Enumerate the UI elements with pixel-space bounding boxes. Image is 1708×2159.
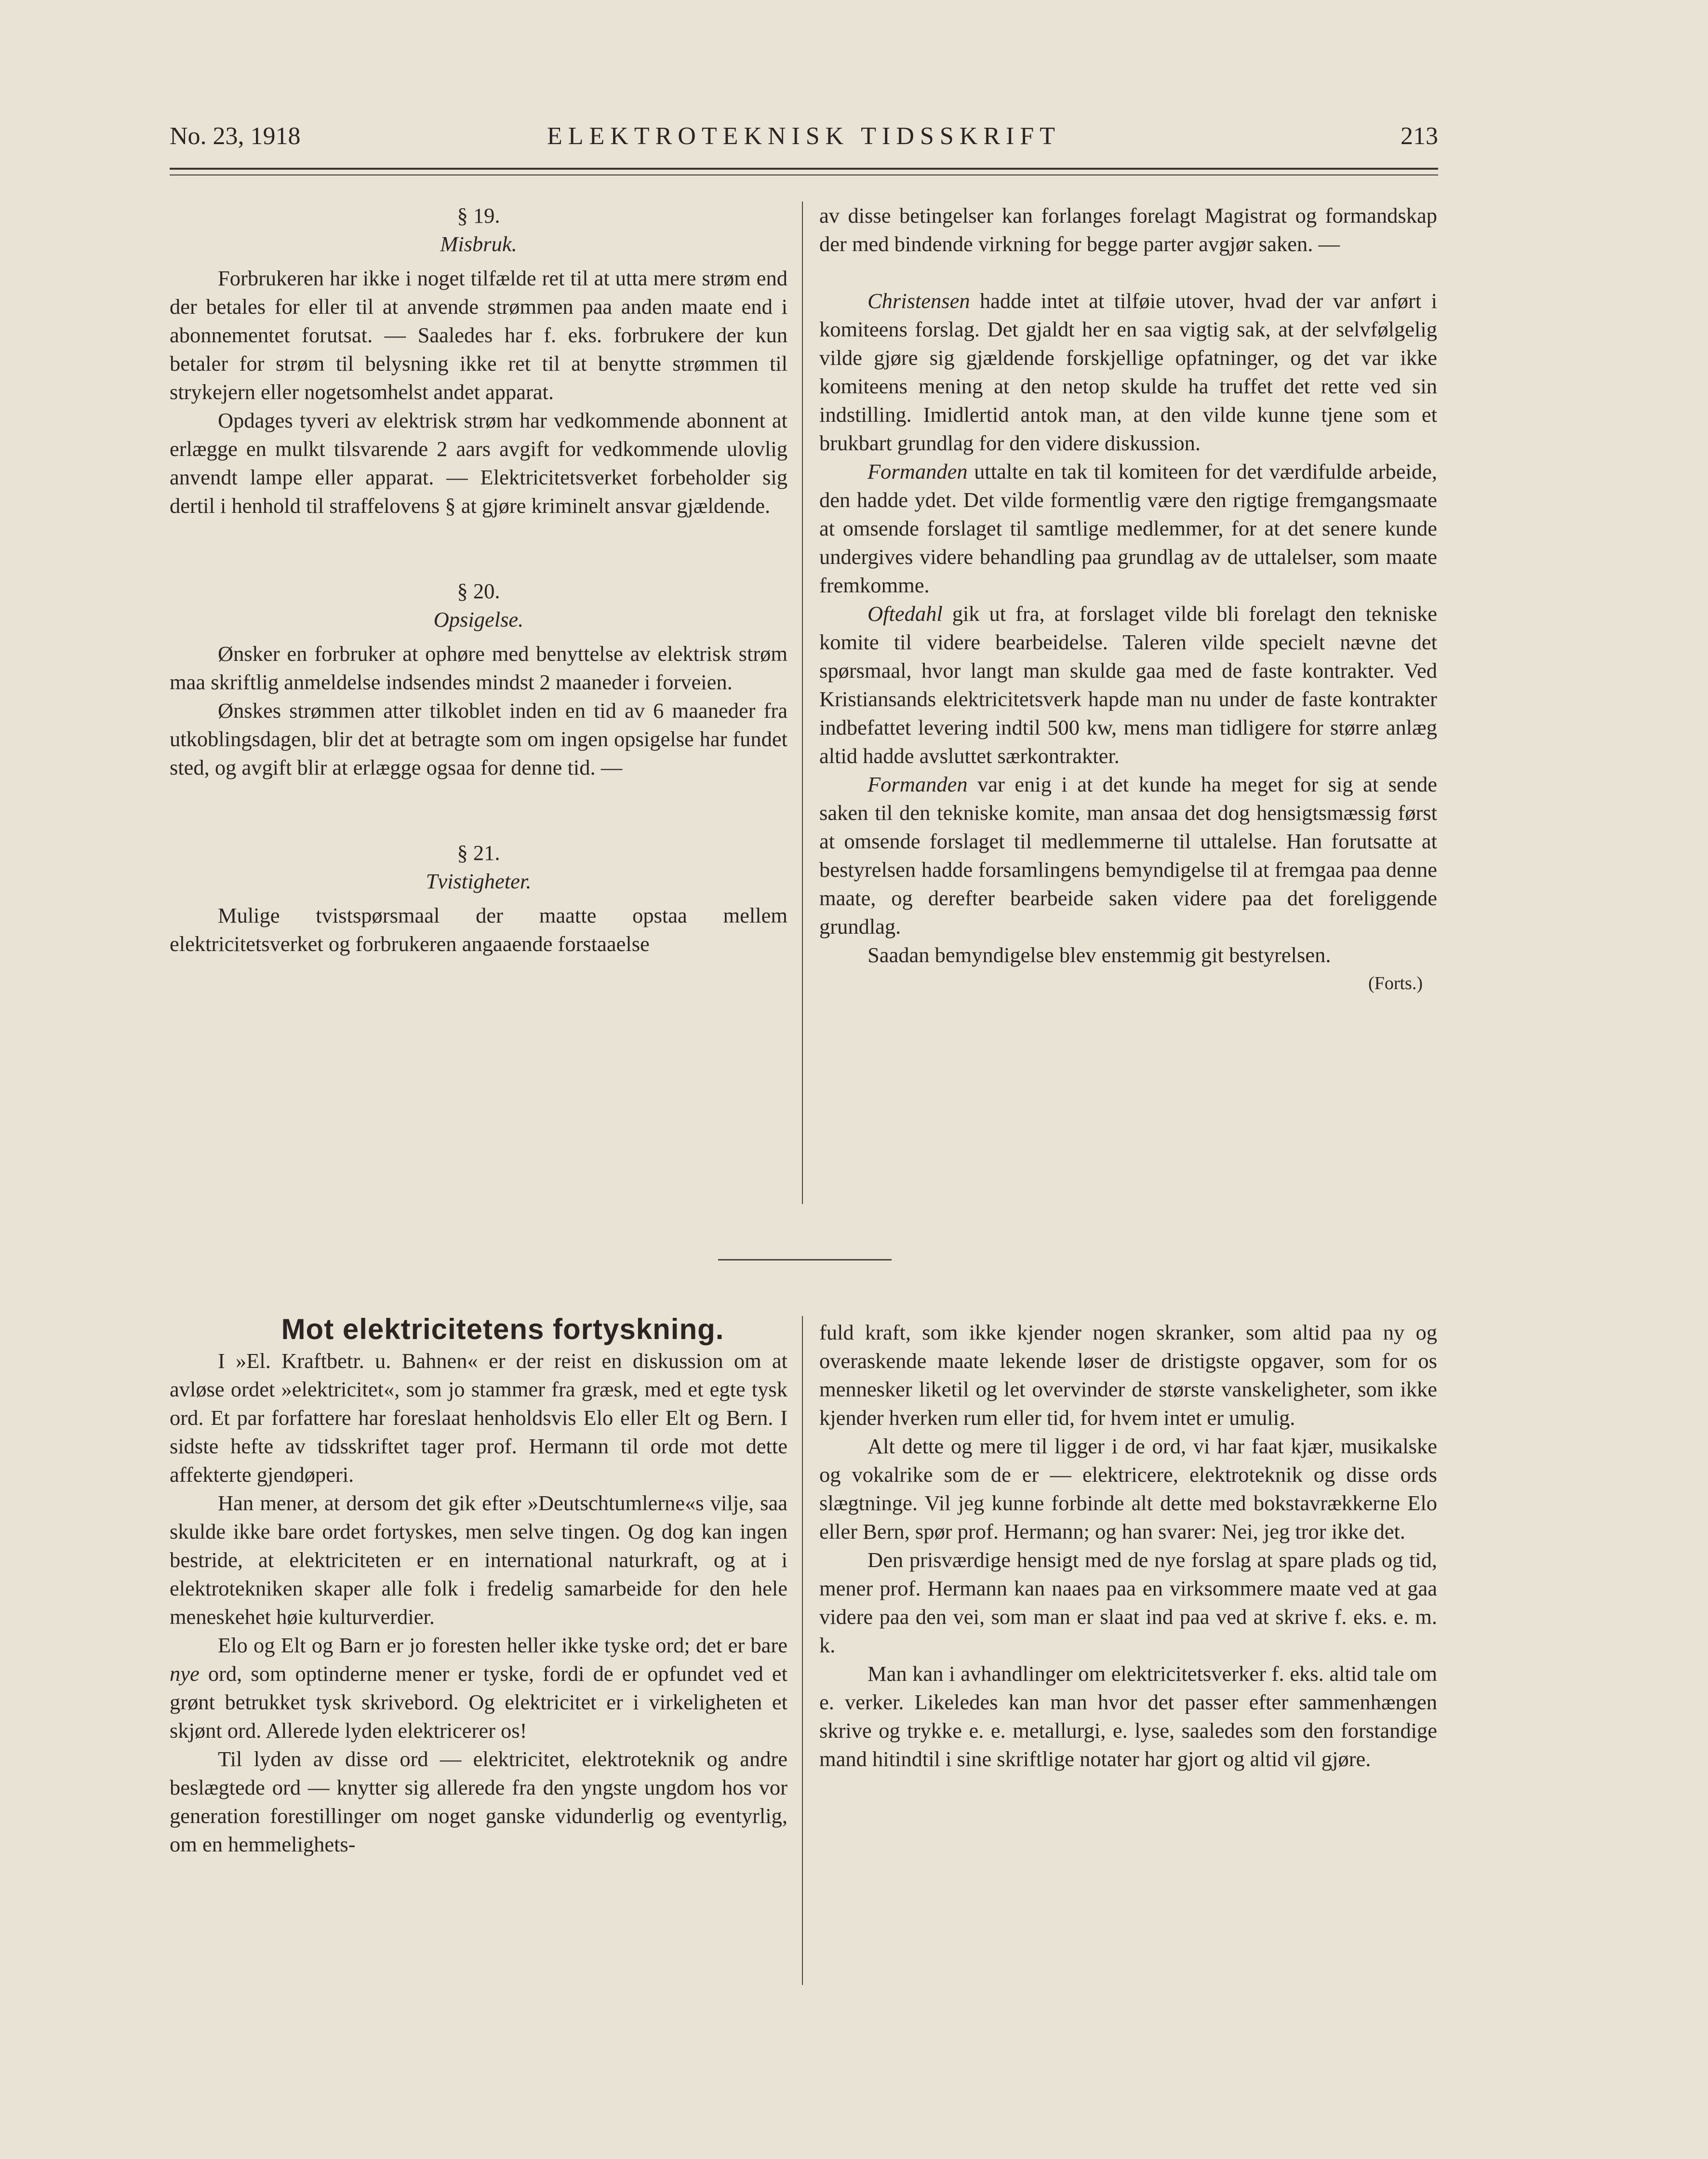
column-divider — [802, 1316, 803, 1985]
speaker-name: Formanden — [867, 772, 968, 796]
section-20-title: Opsigelse. — [433, 607, 524, 631]
column-divider — [802, 201, 803, 1204]
bottom-right-column — [819, 1318, 1437, 1773]
section-separator — [718, 1259, 892, 1261]
section-19-heading: § 19. — [457, 203, 500, 228]
paragraph: Elo og Elt og Barn er jo foresten heller ikke tyske ord; det er bare nye ord, som optinderne mener er tyske, fordi de er opfundet ved et grønt betrukket tysk skrivebord. Og elektricitet er i virkeligheten et skjønt ord. Allerede lyden elektricerer os! — [170, 1633, 787, 1743]
top-right-column — [819, 201, 1437, 998]
page-number: 213 — [1401, 122, 1438, 150]
header-rule — [170, 168, 1438, 170]
section-21-title: Tvistigheter. — [426, 869, 532, 893]
speaker-name: Formanden — [867, 459, 968, 483]
paragraph: Christensen hadde intet at tilføie utover, hvad der var anført i komiteens forslag. Det gjaldt her en saa vigtig sak, at der selvfølgelig vilde gjøre sig gjældende forskjellige opfatninger, og det var ikke komiteens mening at den netop skulde ha truffet det rette ved sin indstilling. Imidlertid antok man, at den vilde kunne tjene som et brukbart grundlag for den videre diskussion. — [819, 289, 1437, 455]
article-title: Mot elektricitetens fortyskning. — [281, 1313, 724, 1345]
paragraph: Forbrukeren har ikke i noget tilfælde ret til at utta mere strøm end der betales for eller til at anvende strømmen paa anden maate end i abonnementet forutsat. — Saaledes har f. eks. forbrukere der kun betaler for strøm til belysning ikke ret til at benytte strømmen til strykejern eller nogetsomhelst andet apparat. — [170, 266, 787, 404]
paragraph: Formanden uttalte en tak til komiteen for det værdifulde arbeide, den hadde ydet. Det vilde formentlig være den rigtige fremgangsmaate at omsende forslaget til samtlige medlemmer, for at det senere kunde undergives videre behandling paa grundlag av de uttalelser, som maate fremkomme. — [819, 459, 1437, 597]
issue-number: No. 23, 1918 — [170, 122, 301, 150]
section-21-heading: § 21. — [457, 841, 500, 865]
paragraph: Oftedahl gik ut fra, at forslaget vilde bli forelagt den tekniske komite til videre bearbeidelse. Taleren vilde specielt nævne det spørsmaal, hvor langt man skulde gaa med de faste kontrakter. Ved Kristiansands elektricitetsverk hapde man nu under de faste kontrakter indbefattet levering indtil 500 kw, mens man tidligere for større anlæg altid hadde avsluttet særkontrakter. — [819, 602, 1437, 768]
paragraph: Saadan bemyndigelse blev enstemmig git bestyrelsen. (Forts.) — [819, 941, 1437, 969]
page-header — [170, 120, 1438, 153]
speaker-name: Christensen — [867, 289, 970, 313]
journal-title: ELEKTROTEKNISK TIDSSKRIFT — [547, 122, 1061, 150]
paragraph: Man kan i avhandlinger om elektricitetsverker f. eks. altid tale om e. verker. Likeledes kan man hvor det passer efter sammenhængen skrive og trykke e. e. metallurgi, e. lyse, saaledes som den forstandige mand hitindtil i sine skriftlige notater har gjort og altid vil gjøre. — [819, 1662, 1437, 1771]
header-rule-thin — [170, 174, 1438, 175]
paragraph: Ønsker en forbruker at ophøre med benyttelse av elektrisk strøm maa skriftlig anmeldelse indsendes mindst 2 maaneder i forveien. — [170, 642, 787, 694]
paragraph: fuld kraft, som ikke kjender nogen skranker, som altid paa ny og overaskende maate lekende løser de dristigste opgaver, som for os mennesker liketil og let overvinder de største vanskeligheter, som ikke kjender hverken rum eller tid, for hvem intet er umulig. — [819, 1320, 1437, 1430]
paragraph: Alt dette og mere til ligger i de ord, vi har faat kjær, musikalske og vokalrike som de er — elektricere, elektroteknik og disse ords slægtninge. Vil jeg kunne forbinde alt dette med bokstavrækkerne Elo eller Bern, spør prof. Hermann; og han svarer: Nei, jeg tror ikke det. — [819, 1434, 1437, 1543]
paragraph: Mulige tvistspørsmaal der maatte opstaa mellem elektricitetsverket og forbrukeren angaaende forstaaelse — [170, 903, 787, 956]
paragraph: Formanden var enig i at det kunde ha meget for sig at sende saken til den tekniske komite, man ansaa det dog hensigtsmæssig først at omsende forslaget til medlemmerne til uttalelse. Han forutsatte at bestyrelsen hadde forsamlingens bemyndigelse til at fremgaa paa denne maate, og derefter bearbeide saken videre paa det foreliggende grundlag. — [819, 772, 1437, 939]
paragraph: Han mener, at dersom det gik efter »Deutschtumlerne«s vilje, saa skulde ikke bare ordet fortyskes, men selve tingen. Og dog kan ingen bestride, at elektriciteten er en international naturkraft, og at i elektrotekniken skaper alle folk i fredelig samarbeide for den hele meneskehet høie kulturverdier. — [170, 1491, 787, 1629]
paragraph: Den prisværdige hensigt med de nye forslag at spare plads og tid, mener prof. Hermann kan naaes paa en virksommere maate ved at gaa videre paa den vei, som man er slaat ind paa ved at skrive f. eks. e. m. k. — [819, 1548, 1437, 1657]
paragraph: Opdages tyveri av elektrisk strøm har vedkommende abonnent at erlægge en mulkt tilsvarende 2 aars avgift for vedkommende ulovlig anvendt lampe eller apparat. — Elektricitetsverket forbeholder sig dertil i henhold til straffelovens § at gjøre kriminelt ansvar gjældende. — [170, 408, 787, 518]
bottom-left-column — [170, 1312, 787, 1859]
paragraph: Ønskes strømmen atter tilkoblet inden en tid av 6 maaneder fra utkoblingsdagen, blir det at betragte som om ingen opsigelse har fundet sted, og avgift blir at erlægge ogsaa for denne tid. — — [170, 698, 787, 779]
section-19-title: Misbruk. — [440, 232, 517, 256]
top-left-column — [170, 201, 787, 958]
paragraph: av disse betingelser kan forlanges forelagt Magistrat og formandskap der med bindende virkning for begge parter avgjør saken. — — [819, 203, 1437, 256]
speaker-name: Oftedahl — [867, 602, 943, 626]
section-20-heading: § 20. — [457, 579, 500, 603]
continued-note: (Forts.) — [1368, 973, 1423, 993]
paragraph: Til lyden av disse ord — elektricitet, elektroteknik og andre beslægtede ord — knytter sig allerede fra den yngste ungdom hos vor generation forestillinger om noget ganske vidunderlig og eventyrlig, om en hemmelighets- — [170, 1747, 787, 1856]
paragraph: I »El. Kraftbetr. u. Bahnen« er der reist en diskussion om at avløse ordet »elektricitet«, som jo stammer fra græsk, med et egte tysk ord. Et par forfattere har foreslaat henholdsvis Elo eller Elt og Bern. I sidste hefte av tidsskriftet tager prof. Hermann til orde mot dette affekterte gjendøperi. — [170, 1349, 787, 1487]
